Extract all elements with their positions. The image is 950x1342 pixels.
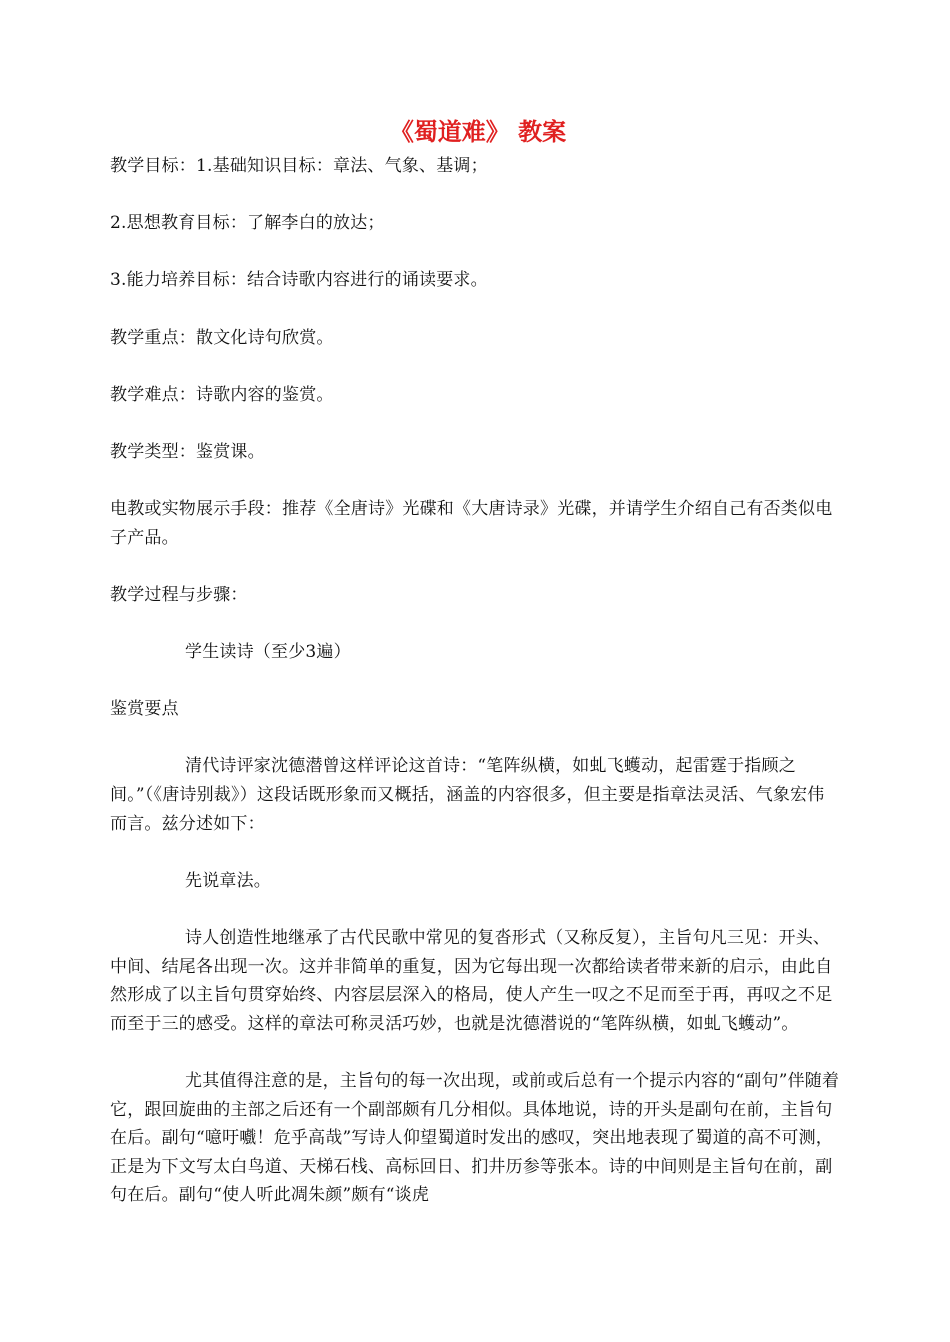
spacer	[110, 1038, 840, 1067]
spacer	[110, 724, 840, 753]
spacer	[110, 838, 840, 867]
spacer	[110, 409, 840, 438]
media-means: 电教或实物展示手段：推荐《全唐诗》光碟和《大唐诗录》光碟，并请学生介绍自己有否类似电子产品。	[110, 499, 833, 548]
paragraph-fuju: 尤其值得注意的是，主旨句的每一次出现，或前或后总有一个提示内容的“副句”伴随着它，跟回旋曲的主部之后还有一个副部颇有几分相似。具体地说，诗的开头是副句在前，主旨句在后。副句“噫吁嚱！危乎高哉”写诗人仰望蜀道时发出的感叹，突出地表现了蜀道的高不可测，正是为下文写太白鸟道、天梯石栈、高标回日、扪井历参等张本。诗的中间则是主旨句在前，副句在后。副句“使人听此凋朱颜”颇有“谈虎	[110, 1071, 840, 1206]
spacer	[110, 181, 840, 210]
teaching-difficulty: 教学难点：诗歌内容的鉴赏。	[110, 384, 334, 405]
spacer	[110, 238, 840, 267]
document-page	[110, 112, 840, 1210]
teaching-goal-3: 3.能力培养目标：结合诗歌内容进行的诵读要求。	[110, 270, 488, 291]
appreciation-heading: 鉴赏要点	[110, 699, 179, 720]
step-read-poem: 学生读诗（至少3遍）	[185, 642, 351, 663]
spacer	[110, 467, 840, 496]
document-title: 《蜀道难》 教案	[389, 117, 567, 146]
paragraph-form: 诗人创造性地继承了古代民歌中常见的复沓形式（又称反复），主旨句凡三见：开头、中间、结尾各出现一次。这并非简单的重复，因为它每出现一次都给读者带来新的启示，由此自然形成了以主旨句贯穿始终、内容层层深入的格局，使人产生一叹之不足而至于再，再叹之不足而至于三的感受。这样的章法可称灵活巧妙，也就是沈德潜说的“笔阵纵横，如虬飞蠖动”。	[110, 928, 833, 1034]
teaching-goal-2: 2.思想教育目标：了解李白的放达；	[110, 213, 385, 234]
paragraph-zhangfa: 先说章法。	[185, 870, 271, 891]
paragraph-shen-deqian: 清代诗评家沈德潜曾这样评论这首诗：“笔阵纵横，如虬飞蠖动，起雷霆于指顾之间。”（《唐诗别裁》）这段话既形象而又概括，涵盖的内容很多，但主要是指章法灵活、气象宏伟而言。兹分述如下：	[110, 756, 825, 834]
spacer	[110, 295, 840, 324]
teaching-focus: 教学重点：散文化诗句欣赏。	[110, 327, 334, 348]
spacer	[110, 352, 840, 381]
lesson-type: 教学类型：鉴赏课。	[110, 441, 265, 462]
process-heading: 教学过程与步骤：	[110, 584, 248, 605]
spacer	[110, 667, 840, 696]
spacer	[110, 552, 840, 581]
teaching-goal-1: 教学目标：1.基础知识目标：章法、气象、基调；	[110, 156, 488, 176]
spacer	[110, 610, 840, 639]
spacer	[110, 895, 840, 924]
